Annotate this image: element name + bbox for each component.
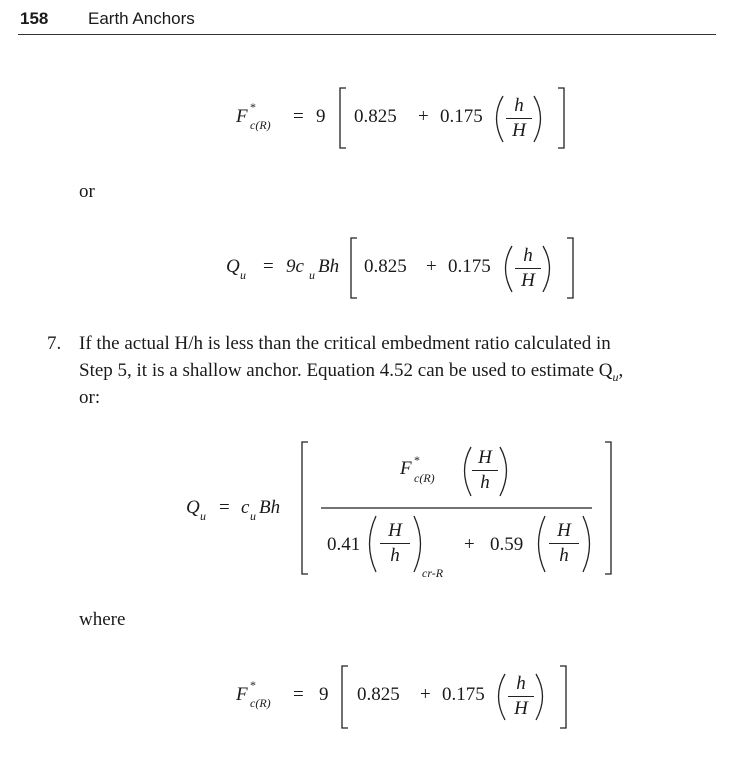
equals-sign: = (263, 256, 274, 277)
superscript-star: * (250, 100, 256, 114)
numerator-h: h (516, 673, 526, 694)
item-line-2-text: Step 5, it is a shallow anchor. Equation 4.52 can be used to estimate Q (79, 360, 613, 381)
subscript-u: u (240, 268, 246, 282)
symbol-F: F (236, 684, 248, 705)
term-Bh: Bh (318, 256, 340, 277)
constant-041: 0.41 (327, 534, 361, 555)
constant-0175: 0.175 (440, 106, 483, 127)
fraction-h-over-H (508, 673, 534, 720)
denominator-H: H (521, 270, 535, 291)
plus-sign: + (418, 106, 429, 127)
item-line-3: or: (79, 387, 101, 408)
connector-where: where (79, 609, 126, 630)
subscript-u: u (309, 268, 315, 282)
subscript-crR: cr-R (422, 566, 444, 580)
coefficient-9: 9 (316, 106, 326, 127)
numerator-H: H (557, 520, 571, 541)
subscript-u: u (250, 509, 256, 523)
plus-sign: + (426, 256, 437, 277)
subscript-cR: c(R) (414, 471, 435, 485)
fraction-bar (508, 696, 534, 697)
numerator-h: h (514, 95, 524, 116)
numerator-h: h (523, 245, 533, 266)
superscript-star: * (250, 678, 256, 692)
coefficient-9: 9 (319, 684, 329, 705)
numerator-H: H (478, 447, 492, 468)
constant-0825: 0.825 (364, 256, 407, 277)
denominator-h: h (390, 545, 400, 566)
constant-0175: 0.175 (448, 256, 491, 277)
symbol-Q: Q (226, 256, 240, 277)
term-9c: 9c (286, 256, 304, 277)
subscript-u: u (200, 509, 206, 523)
symbol-F: F (400, 458, 412, 479)
list-item-number: 7. (47, 333, 62, 354)
term-Bh: Bh (259, 497, 281, 518)
denominator-h: h (480, 472, 490, 493)
plus-sign: + (464, 534, 475, 555)
equals-sign: = (293, 106, 304, 127)
item-line-2-tail: , (618, 360, 624, 381)
running-title: Earth Anchors (88, 9, 195, 28)
plus-sign: + (420, 684, 431, 705)
denominator-h: h (559, 545, 569, 566)
item-line-2-subscript: u (612, 370, 619, 384)
denominator-H: H (514, 698, 528, 719)
constant-0175: 0.175 (442, 684, 485, 705)
equals-sign: = (219, 497, 230, 518)
constant-0825: 0.825 (354, 106, 397, 127)
equals-sign: = (293, 684, 304, 705)
item-line-1: If the actual H/h is less than the critical embedment ratio calculated in (79, 333, 611, 354)
symbol-c: c (241, 497, 250, 518)
symbol-F: F (236, 106, 248, 127)
symbol-Q: Q (186, 497, 200, 518)
constant-0825: 0.825 (357, 684, 400, 705)
constant-059: 0.59 (490, 534, 524, 555)
connector-or: or (79, 181, 95, 202)
superscript-star: * (414, 453, 420, 467)
subscript-cR: c(R) (250, 696, 271, 710)
numerator-H: H (388, 520, 402, 541)
subscript-cR: c(R) (250, 118, 271, 132)
page-number: 158 (20, 9, 49, 28)
denominator-H: H (512, 120, 526, 141)
